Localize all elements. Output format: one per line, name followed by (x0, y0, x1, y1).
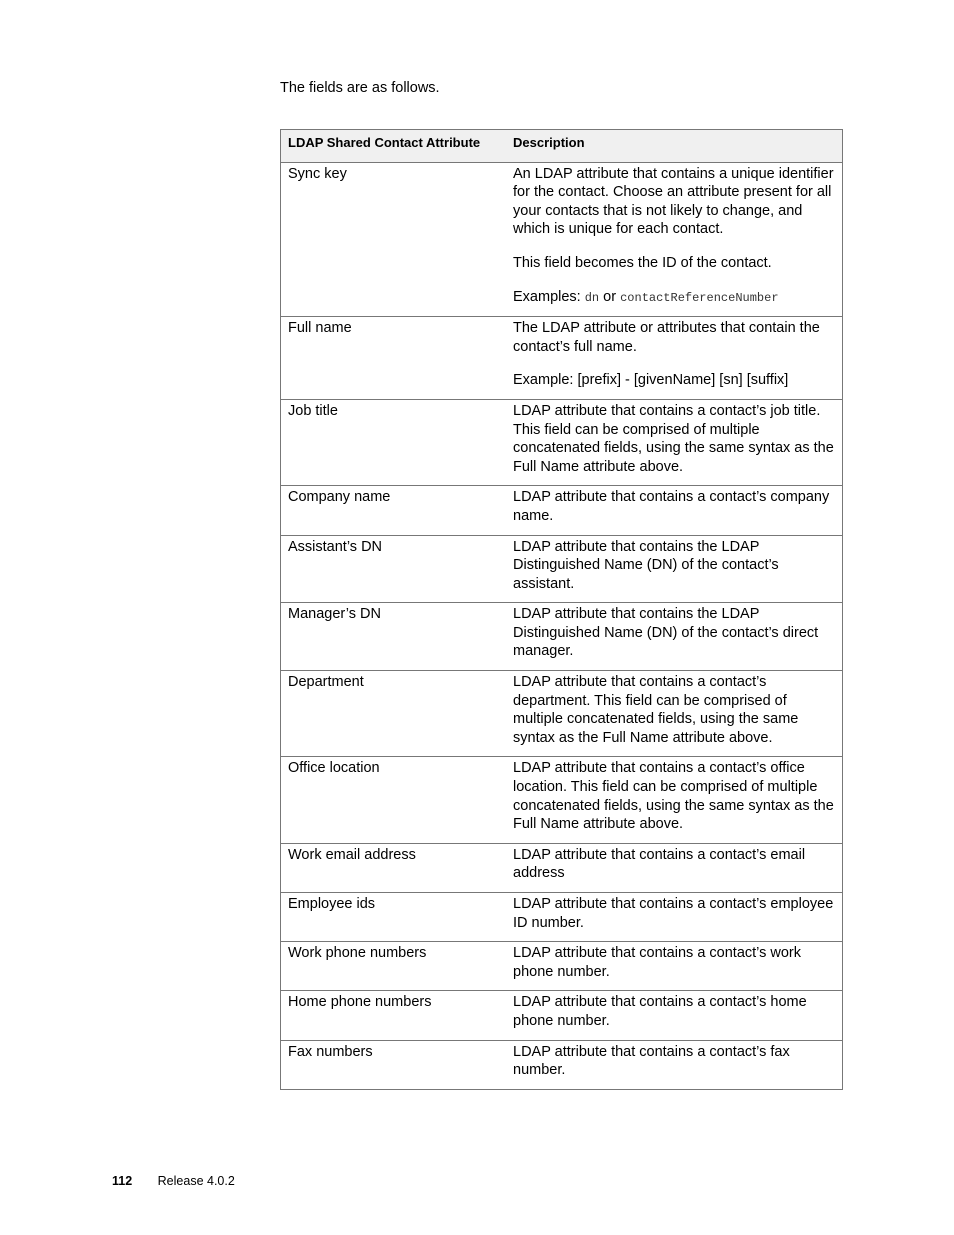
table-header-row (281, 130, 843, 163)
description-paragraph (513, 759, 835, 833)
description-text: LDAP attribute that contains a contact’s job title. This field can be comprised of multiple concatenated fields, using the same syntax as the Full Name attribute above. (513, 402, 834, 475)
description-text: LDAP attribute that contains a contact’s email address (513, 846, 806, 882)
description-paragraph (513, 254, 835, 273)
table-row (281, 991, 843, 1040)
table-row (281, 486, 843, 535)
description-paragraph (513, 319, 835, 356)
description-paragraph (513, 165, 835, 239)
page-footer (112, 1174, 235, 1188)
page-number: 112 (112, 1174, 133, 1188)
description-paragraph (513, 673, 835, 747)
description-paragraph (513, 402, 835, 476)
table-row (281, 1040, 843, 1089)
attribute-name-cell: Assistant’s DN (281, 535, 506, 603)
table-row (281, 317, 843, 400)
description-cell (505, 486, 843, 535)
description-cell (505, 671, 843, 757)
attributes-table (280, 129, 843, 1090)
table-row (281, 671, 843, 757)
description-cell (505, 843, 843, 892)
description-text: LDAP attribute that contains a contact’s employee ID number. (513, 896, 834, 931)
description-paragraph (513, 1043, 835, 1080)
description-cell (505, 942, 843, 991)
description-cell (505, 162, 843, 317)
table-row (281, 535, 843, 603)
attribute-name-cell: Manager’s DN (281, 603, 506, 671)
description-text: Examples: (513, 288, 585, 305)
attribute-name-cell: Job title (281, 399, 506, 485)
description-cell (505, 535, 843, 603)
attribute-name-cell: Full name (281, 317, 506, 400)
attribute-name-cell: Employee ids (281, 893, 506, 942)
code-example: dn (584, 290, 600, 305)
attribute-name-cell: Fax numbers (281, 1040, 506, 1089)
description-paragraph (513, 605, 835, 661)
description-cell (505, 399, 843, 485)
release-label: Release 4.0.2 (157, 1174, 235, 1188)
description-paragraph (513, 895, 835, 932)
table-row (281, 757, 843, 843)
attribute-name-cell: Sync key (281, 162, 506, 317)
attribute-name-cell: Work email address (281, 843, 506, 892)
description-text: An LDAP attribute that contains a unique identifier for the contact. Choose an attribute present for all your contacts that is not likely to change, and which is unique for each contact. (513, 165, 834, 238)
column-header-attribute: LDAP Shared Contact Attribute (281, 130, 506, 163)
table-row (281, 843, 843, 892)
description-text: LDAP attribute that contains a contact’s office location. This field can be comprised of multiple concatenated fields, using the same syntax as the Full Name attribute above. (513, 760, 834, 833)
intro-text: The fields are as follows. (280, 80, 440, 96)
description-text: LDAP attribute that contains a contact’s company name. (513, 489, 830, 524)
description-cell (505, 757, 843, 843)
attribute-name-cell: Home phone numbers (281, 991, 506, 1040)
description-cell (505, 317, 843, 400)
description-paragraph (513, 371, 835, 390)
description-paragraph (513, 488, 835, 525)
attribute-name-cell: Company name (281, 486, 506, 535)
description-text: LDAP attribute that contains the LDAP Distinguished Name (DN) of the contact’s assistant. (513, 538, 779, 592)
description-paragraph (513, 538, 835, 594)
table-row (281, 162, 843, 317)
description-text: LDAP attribute that contains the LDAP Distinguished Name (DN) of the contact’s direct manager. (513, 606, 819, 660)
description-paragraph (513, 944, 835, 981)
description-cell (505, 991, 843, 1040)
description-cell (505, 603, 843, 671)
description-cell (505, 893, 843, 942)
description-text: LDAP attribute that contains a contact’s fax number. (513, 1043, 790, 1079)
description-text: This field becomes the ID of the contact. (513, 254, 772, 271)
attribute-name-cell: Department (281, 671, 506, 757)
description-text: LDAP attribute that contains a contact’s work phone number. (513, 945, 802, 980)
example-joiner: or (599, 288, 621, 305)
description-text: LDAP attribute that contains a contact’s department. This field can be comprised of multiple concatenated fields, using the same syntax as the Full Name attribute above. (513, 674, 799, 746)
table-body (281, 162, 843, 1089)
description-paragraph (513, 846, 835, 883)
description-paragraph (513, 993, 835, 1030)
description-cell (505, 1040, 843, 1089)
column-header-description: Description (505, 130, 843, 163)
table-row (281, 942, 843, 991)
attribute-name-cell: Office location (281, 757, 506, 843)
description-text: LDAP attribute that contains a contact’s home phone number. (513, 994, 807, 1029)
code-example: contactReferenceNumber (620, 290, 779, 305)
table-row (281, 893, 843, 942)
description-paragraph (513, 288, 835, 308)
attribute-name-cell: Work phone numbers (281, 942, 506, 991)
table-row (281, 399, 843, 485)
description-text: Example: [prefix] - [givenName] [sn] [suffix] (513, 372, 789, 389)
table-row (281, 603, 843, 671)
description-text: The LDAP attribute or attributes that contain the contact’s full name. (513, 320, 820, 355)
